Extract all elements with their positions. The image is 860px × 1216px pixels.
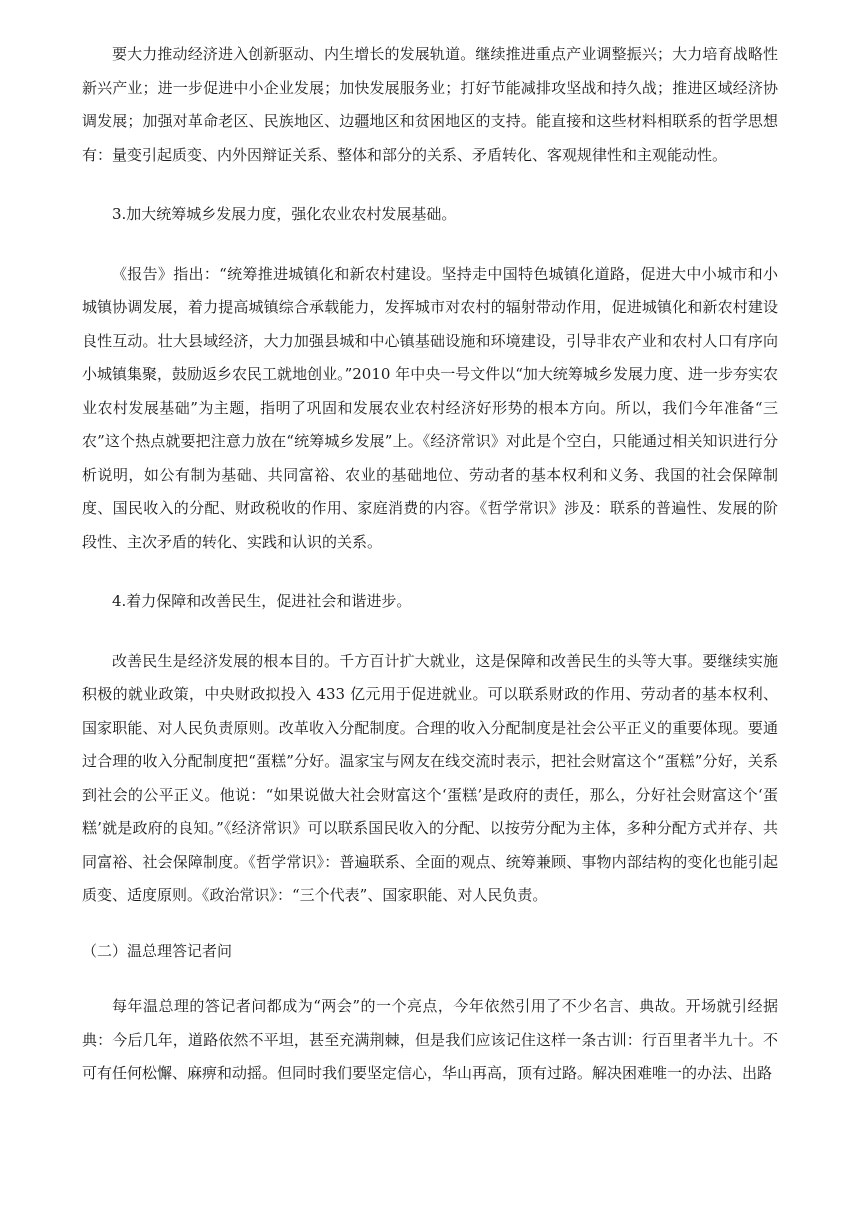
paragraph-economic-development: 要大力推动经济进入创新驱动、内生增长的发展轨道。继续推进重点产业调整振兴；大力培育战略性新兴产业；进一步促进中小企业发展；加快发展服务业；打好节能减排攻坚战和持久战；推进区域经济协调发展；加强对革命老区、民族地区、边疆地区和贫困地区的支持。能直接和这些材料相联系的哲学思想有：量变引起质变、内外因辩证关系、整体和部分的关系、矛盾转化、客观规律性和主观能动性。: [82, 45, 778, 164]
paragraph-livelihood: 改善民生是经济发展的根本目的。千方百计扩大就业，这是保障和改善民生的头等大事。要继续实施积极的就业政策，中央财政拟投入 433 亿元用于促进就业。可以联系财政的作用、劳动者的基本权利、国家职能、对人民负责原则。改革收入分配制度。合理的收入分配制度是社会公平正义的重要体现。要通过合理的收入分配制度把“蛋糕”分好。温家宝与网友在线交流时表示，把社会财富这个“蛋糕”分好，关系到社会的公平正义。他说：“如果说做大社会财富这个‘蛋糕’是政府的责任，那么，分好社会财富这个‘蛋糕’就是政府的良知。”《经济常识》可以联系国民收入的分配、以按劳分配为主体，多种分配方式并存、共同富裕、社会保障制度。《哲学常识》：普遍联系、全面的观点、统筹兼顾、事物内部结构的变化也能引起质变、适度原则。《政治常识》：“三个代表”、国家职能、对人民负责。: [82, 651, 778, 904]
heading-livelihood: 4.着力保障和改善民生，促进社会和谐进步。: [112, 592, 412, 610]
document-page: [82, 38, 778, 1091]
paragraph-urbanization: 《报告》指出：“统筹推进城镇化和新农村建设。坚持走中国特色城镇化道路，促进大中小城市和小城镇协调发展，着力提高城镇综合承载能力，发挥城市对农村的辐射带动作用，促进城镇化和新农村建设良性互动。壮大县域经济，大力加强县城和中心镇基础设施和环境建设，引导非农产业和农村人口有序向小城镇集聚，鼓励返乡农民工就地创业。”2010 年中央一号文件以“加大统筹城乡发展力度、进一步夯实农业农村发展基础”为主题，指明了巩固和发展农业农村经济好形势的根本方向。所以，我们今年准备“三农”这个热点就要把注意力放在“统筹城乡发展”上。《经济常识》对此是个空白，只能通过相关知识进行分析说明，如公有制为基础、共同富裕、农业的基础地位、劳动者的基本权利和义务、我国的社会保障制度、国民收入的分配、财政税收的作用、家庭消费的内容。《哲学常识》涉及：联系的普遍性、发展的阶段性、主次矛盾的转化、实践和认识的关系。: [82, 264, 778, 551]
section-heading-press-conference: （二）温总理答记者问: [82, 941, 233, 960]
paragraph-press-conference: 每年温总理的答记者问都成为“两会”的一个亮点，今年依然引用了不少名言、典故。开场就引经据典：今后几年，道路依然不平坦，甚至充满荆棘，但是我们应该记住这样一条古训：行百里者半九十。不可有任何松懈、麻痹和动摇。但同时我们要坚定信心，华山再高，顶有过路。解决困难唯一的办法、出路: [82, 997, 778, 1082]
heading-urban-rural: 3.加大统筹城乡发展力度，强化农业农村发展基础。: [112, 205, 457, 223]
